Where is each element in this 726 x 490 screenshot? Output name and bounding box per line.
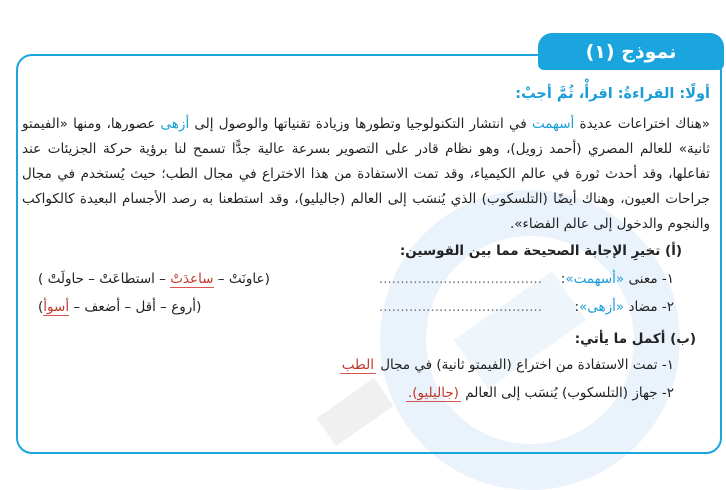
- choices-close-paren: ): [38, 271, 44, 287]
- question-1-answer-blank[interactable]: ......................................: [378, 271, 542, 287]
- reading-passage: [22, 112, 710, 237]
- choice-text: أروع – أقل – أضعف –: [69, 299, 197, 315]
- model-title: نموذج (١): [585, 40, 677, 63]
- part-b-answer-1[interactable]: الطب: [341, 357, 374, 373]
- choice-text: عاونَتْ –: [213, 271, 265, 287]
- question-1-term: «أسهمت»: [565, 271, 625, 287]
- choices-open-paren: (: [196, 299, 202, 315]
- part-a-question-2: [22, 293, 710, 321]
- passage-text-3: عصورها، ومنها «الفيمتو ثانية» للعالم المصري (أحمد زويل)، وهو نظام قادر على التصوير بسرعة عالية جدًّا تسمح لنا برؤية حركة الجزيئات عند تفاعلها، وقد أحدث ثورة في عالم الكيمياء، وقد تمت الاستفادة من هذا الاختراع في مجال الطب؛ حيث يُستخدم في مجال جراحات العيون، وهناك أيضًا (التلسكوب) الذي يُنسَب إلى العالم (جاليليو)، وقد استطعنا به رصد الأجسام البعيدة كالكواكب والنجوم والدخول إلى عالم الفضاء».: [22, 116, 710, 232]
- question-2-prefix: ٢- مضاد: [624, 299, 674, 315]
- passage-highlight-azha: أزهى: [160, 116, 190, 132]
- passage-text-1: هناك اختراعات عديدة: [574, 116, 702, 132]
- part-b-question-1-text: ١- تمت الاستفادة من اختراع (الفيمتو ثانية) في مجال: [375, 357, 674, 373]
- question-2-term: «أزهى»: [579, 299, 625, 315]
- question-1-choices: [38, 265, 270, 293]
- question-2-colon: :: [574, 299, 580, 315]
- part-a-question-1: [22, 265, 710, 293]
- question-2-choices: [38, 293, 201, 321]
- correct-choice: أسوأ: [43, 299, 70, 315]
- part-b-answer-2[interactable]: (جاليليو).: [407, 385, 459, 401]
- part-a-heading: (أ) تخيرِ الإجابة الصحيحة مما بين القوسين:: [399, 243, 682, 259]
- question-2-answer-blank[interactable]: ......................................: [378, 299, 542, 315]
- correct-choice: ساعدَتْ: [170, 271, 214, 287]
- choice-text: – استطاعَتْ – حاولَتْ: [47, 271, 171, 287]
- part-b-question-1: [22, 351, 710, 379]
- passage-highlight-ashamat: أسهمت: [531, 116, 575, 132]
- passage-quote: «: [701, 116, 710, 132]
- part-b-question-2-text: ٢- جهاز (التلسكوب) يُنسَب إلى العالم: [460, 385, 674, 401]
- section-title: أولًا: القراءةُ: اقرأْ، ثُمَّ أجبْ:: [515, 86, 710, 102]
- part-b-question-2: [22, 379, 710, 407]
- worksheet-content: [22, 86, 710, 407]
- passage-text-2: في انتشار التكنولوجيا وتطورها وزيادة تقنياتها والوصول إلى: [189, 116, 532, 132]
- choices-close-paren: ): [38, 299, 44, 315]
- question-1-text: [561, 265, 674, 293]
- model-title-tab: [538, 33, 724, 70]
- choices-open-paren: (: [264, 271, 270, 287]
- question-1-prefix: ١- معنى: [624, 271, 674, 287]
- question-1-colon: :: [560, 271, 566, 287]
- question-2-text: [574, 293, 674, 321]
- part-b-heading: (ب) أكمل ما يأتي:: [574, 331, 696, 347]
